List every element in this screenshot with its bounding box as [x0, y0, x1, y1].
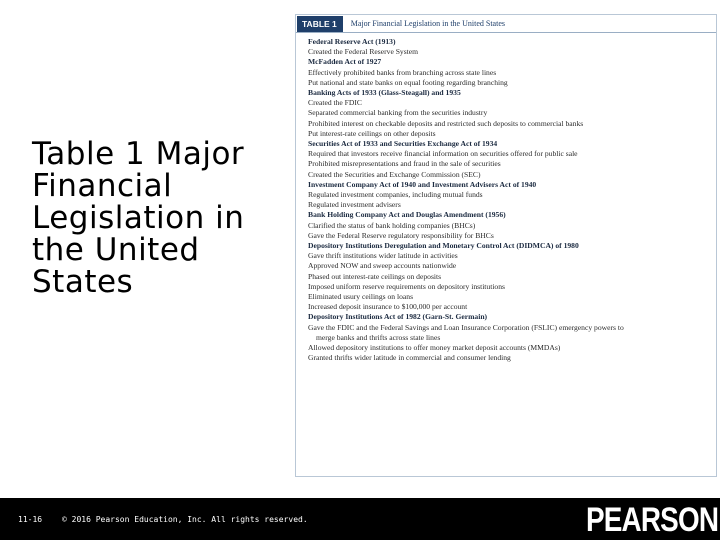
legislation-act-row: Depository Institutions Act of 1982 (Garn-St. Germain): [308, 312, 488, 322]
legislation-detail-row: Put interest-rate ceilings on other deposits: [308, 128, 436, 138]
legislation-table: [295, 14, 717, 477]
legislation-detail-row: Created the Securities and Exchange Commission (SEC): [308, 169, 481, 179]
legislation-detail-row: Created the FDIC: [308, 98, 362, 108]
legislation-detail-row: Approved NOW and sweep accounts nationwide: [308, 261, 457, 271]
legislation-detail-row: Eliminated usury ceilings on loans: [308, 292, 414, 302]
legislation-detail-row: Increased deposit insurance to $100,000 per account: [308, 302, 468, 312]
legislation-detail-row: Regulated investment companies, including mutual funds: [308, 190, 483, 200]
legislation-act-row: Securities Act of 1933 and Securities Exchange Act of 1934: [308, 139, 498, 149]
legislation-detail-row: Phased out interest-rate ceilings on deposits: [308, 271, 442, 281]
legislation-act-row: Investment Company Act of 1940 and Investment Advisers Act of 1940: [308, 179, 537, 189]
legislation-act-row: Federal Reserve Act (1913): [308, 37, 396, 46]
legislation-act-row: McFadden Act of 1927: [308, 57, 382, 67]
pearson-logo: PEARSON: [585, 501, 718, 539]
legislation-act-row: Bank Holding Company Act and Douglas Amendment (1956): [308, 210, 506, 220]
legislation-detail-row: Gave thrift institutions wider latitude in activities: [308, 251, 458, 261]
table-caption: Major Financial Legislation in the United States: [350, 19, 505, 28]
slide-title: Table 1 Major Financial Legislation in the United States: [32, 136, 245, 300]
slide-number: 11-16: [18, 515, 43, 524]
copyright-notice: © 2016 Pearson Education, Inc. All rights reserved.: [62, 515, 308, 524]
table-number-tag: TABLE 1: [297, 16, 343, 32]
legislation-detail-row: Granted thrifts wider latitude in commercial and consumer lending: [308, 353, 511, 363]
legislation-detail-row: Imposed uniform reserve requirements on depository institutions: [308, 281, 505, 291]
legislation-detail-row: Effectively prohibited banks from branching across state lines: [308, 67, 497, 77]
table-header: [296, 15, 716, 33]
legislation-detail-row: Prohibited misrepresentations and fraud in the sale of securities: [308, 159, 501, 169]
legislation-detail-row: Created the Federal Reserve System: [308, 47, 419, 57]
legislation-detail-row: Allowed depository institutions to offer money market deposit accounts (MMDAs): [308, 343, 561, 353]
legislation-act-row: Depository Institutions Deregulation and Monetary Control Act (DIDMCA) of 1980: [308, 241, 579, 251]
footer-bar: [0, 498, 720, 540]
legislation-detail-row: merge banks and thrifts across state lines: [316, 332, 441, 342]
legislation-detail-row: Clarified the status of bank holding companies (BHCs): [308, 220, 476, 230]
legislation-detail-row: Prohibited interest on checkable deposits and restricted such deposits to commercial banks: [308, 118, 584, 128]
legislation-detail-row: Put national and state banks on equal footing regarding branching: [308, 77, 508, 87]
legislation-act-row: Banking Acts of 1933 (Glass-Steagall) and 1935: [308, 88, 461, 98]
table-rows: [308, 37, 708, 364]
legislation-detail-row: Required that investors receive financial information on securities offered for public sale: [308, 149, 578, 159]
legislation-detail-row: Regulated investment advisers: [308, 200, 401, 210]
legislation-detail-row: Separated commercial banking from the securities industry: [308, 108, 488, 118]
legislation-detail-row: Gave the Federal Reserve regulatory responsibility for BHCs: [308, 230, 494, 240]
legislation-detail-row: Gave the FDIC and the Federal Savings and Loan Insurance Corporation (FSLIC) emergency powers to: [308, 322, 624, 332]
